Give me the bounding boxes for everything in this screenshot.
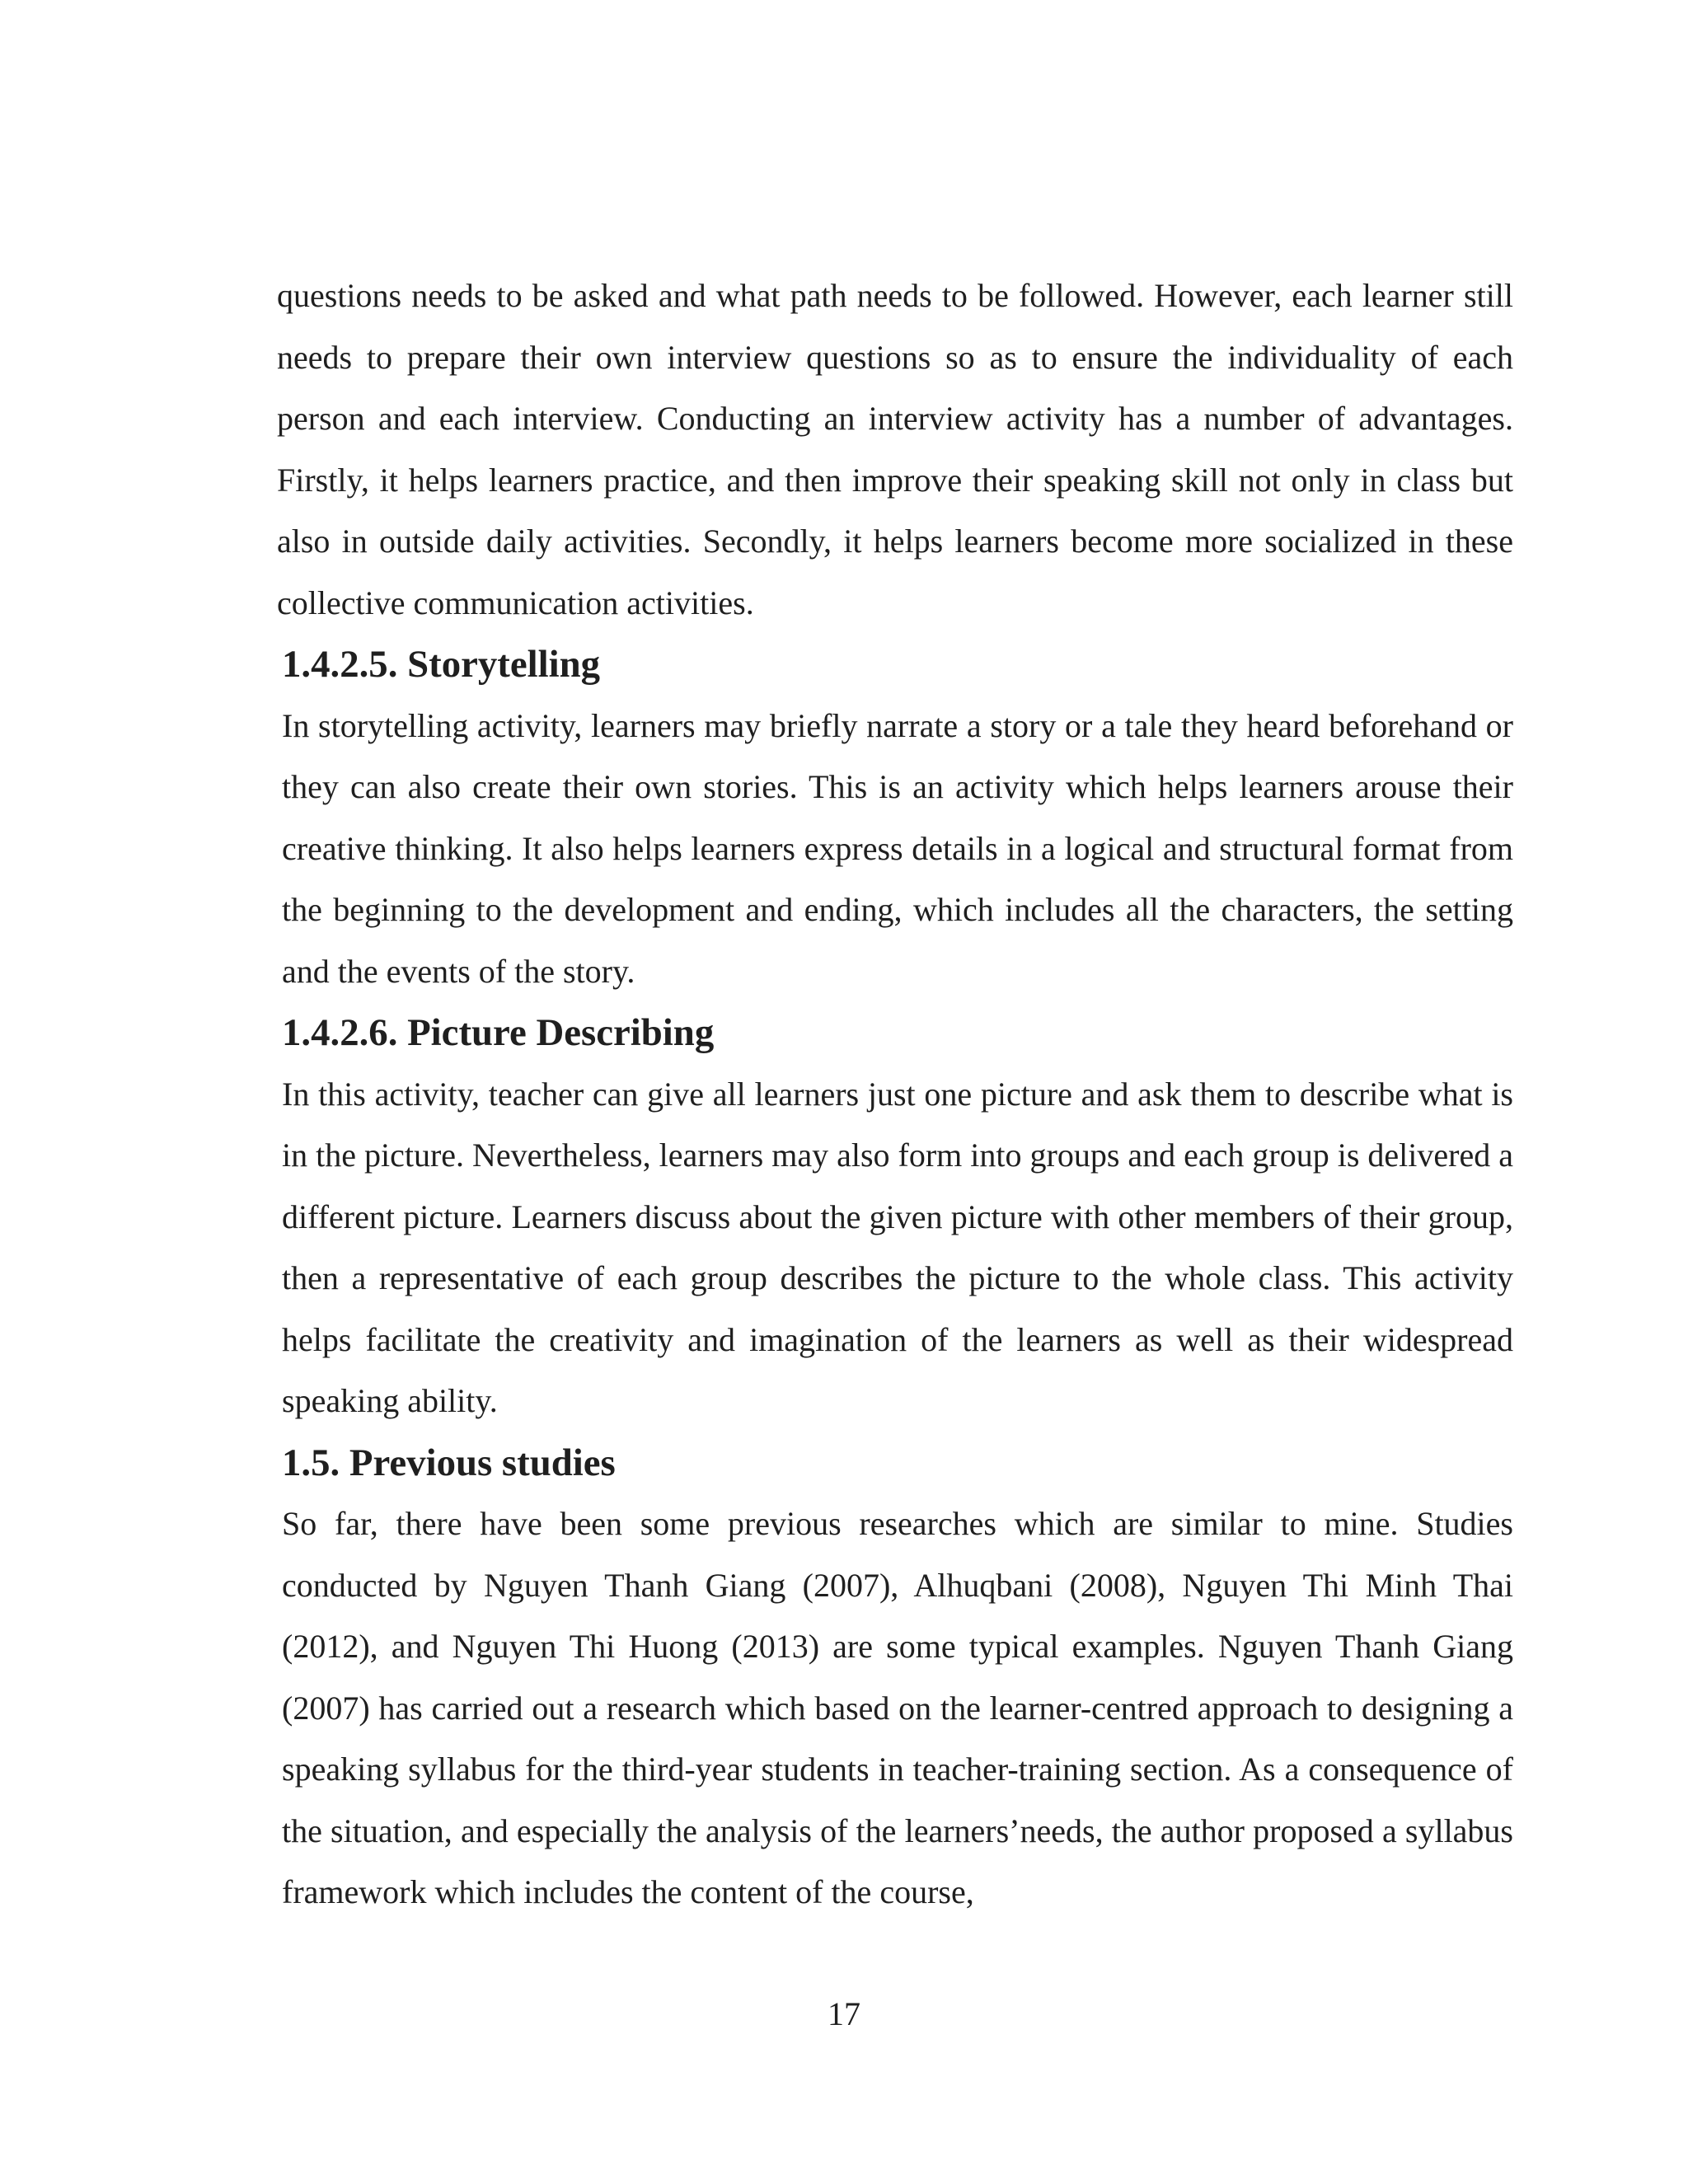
heading-picture-describing: 1.4.2.6. Picture Describing [282, 1011, 715, 1054]
paragraph-storytelling: In storytelling activity, learners may briefly narrate a story or a tale they heard beforehand or they can also create their own stories. This is an activity which helps learners arouse their creative thinking. It also helps learners express details in a logical and structural format from the beginning to the development and ending, which includes all the characters, the setting and the events of the story. [282, 706, 1513, 990]
paragraph-interview-continued: questions needs to be asked and what path needs to be followed. However, each learner still needs to prepare their own interview questions so as to ensure the individuality of each person and each interview. Conducting an interview activity has a number of advantages. Firstly, it helps learners practice, and then improve their speaking skill not only in class but also in outside daily activities. Secondly, it helps learners become more socialized in these collective communication activities. [277, 277, 1513, 621]
heading-previous-studies: 1.5. Previous studies [282, 1441, 616, 1484]
paragraph-picture-describing: In this activity, teacher can give all learners just one picture and ask them to describe what is in the picture. Nevertheless, learners may also form into groups and each group is delivered a different picture. Learners discuss about the given picture with other members of their group, then a representative of each group describes the picture to the whole class. This activity helps facilitate the creativity and imagination of the learners as well as their widespread speaking ability. [282, 1075, 1513, 1419]
paragraph-previous-studies: So far, there have been some previous researches which are similar to mine. Studies conducted by Nguyen Thanh Giang (2007), Alhuqbani (2008), Nguyen Thi Minh Thai (2012), and Nguyen Thi Huong (2013) are some typical examples. Nguyen Thanh Giang (2007) has carried out a research which based on the learner-centred approach to designing a speaking syllabus for the third-year students in teacher-training section. As a consequence of the situation, and especially the analysis of the learners’needs, the author proposed a syllabus framework which includes the content of the course, [282, 1505, 1513, 1910]
page-body [277, 265, 1513, 1924]
page-number: 17 [828, 1995, 860, 2032]
heading-storytelling: 1.4.2.5. Storytelling [282, 643, 601, 686]
